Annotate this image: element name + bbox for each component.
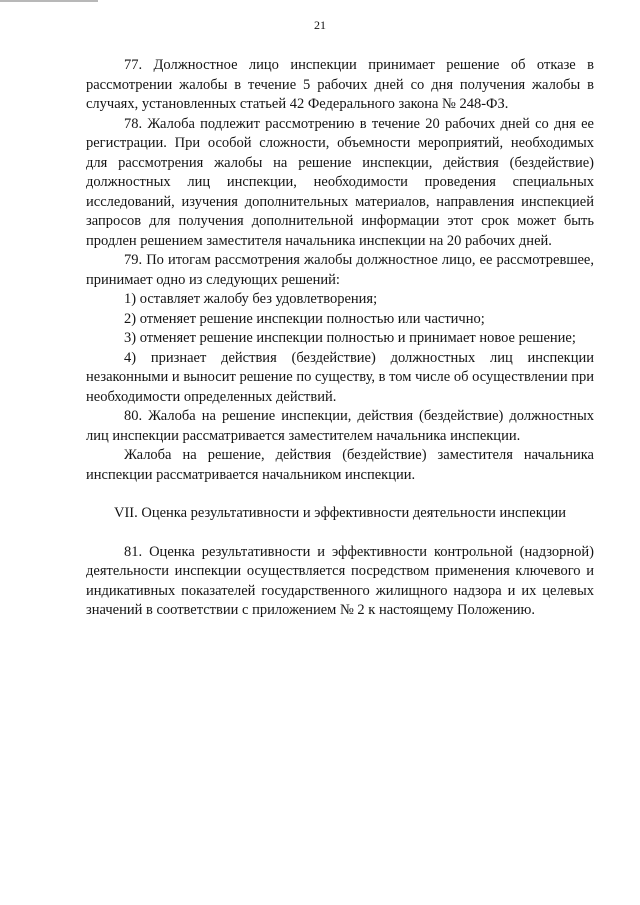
list-item-2: 2) отменяет решение инспекции полностью или частично; <box>124 310 485 327</box>
paragraph-80-continued: Жалоба на решение, действия (бездействие) заместителя начальника инспекции рассматривается начальником инспекции. <box>86 447 594 483</box>
section-heading: VII. Оценка результативности и эффективности деятельности инспекции <box>113 505 567 521</box>
paragraph-81: 81. Оценка результативности и эффективности контрольной (надзорной) деятельности инспекции осуществляется посредством применения ключевого и индикативных показателей государственного жилищного надзора и их целевых значений в соответствии с приложением № 2 к настоящему Положению. <box>86 543 594 618</box>
list-item-1: 1) оставляет жалобу без удовлетворения; <box>124 291 378 307</box>
list-item-3: 3) отменяет решение инспекции полностью и принимает новое решение; <box>124 330 576 346</box>
scan-edge-mark <box>0 0 98 2</box>
paragraph-79: 79. По итогам рассмотрения жалобы должностное лицо, ее рассмотревшее, принимает одно из следующих решений: <box>86 252 594 288</box>
document-body <box>86 56 594 621</box>
list-item-4: 4) признает действия (бездействие) должностных лиц инспекции незаконными и выносит решение по существу, в том числе об осуществлении при необходимости определенных действий. <box>86 349 594 405</box>
paragraph-78: 78. Жалоба подлежит рассмотрению в течение 20 рабочих дней со дня ее регистрации. При особой сложности, объемности мероприятий, необходимых для рассмотрения жалобы на решение инспекции, действия (бездействие) должностных лиц инспекции, необходимости проведения специальных исследований, изучения дополнительных материалов, направления инспекцией запросов для получения дополнительной информации этот срок может быть продлен решением заместителя начальника инспекции на 20 рабочих дней. <box>86 115 594 249</box>
page-number: 21 <box>314 18 326 32</box>
paragraph-77: 77. Должностное лицо инспекции принимает решение об отказе в рассмотрении жалобы в течение 5 рабочих дней со дня получения жалобы в случаях, установленных статьей 42 Федерального закона № 248-ФЗ. <box>86 57 594 112</box>
paragraph-80: 80. Жалоба на решение инспекции, действия (бездействие) должностных лиц инспекции рассматривается заместителем начальника инспекции. <box>86 408 594 444</box>
